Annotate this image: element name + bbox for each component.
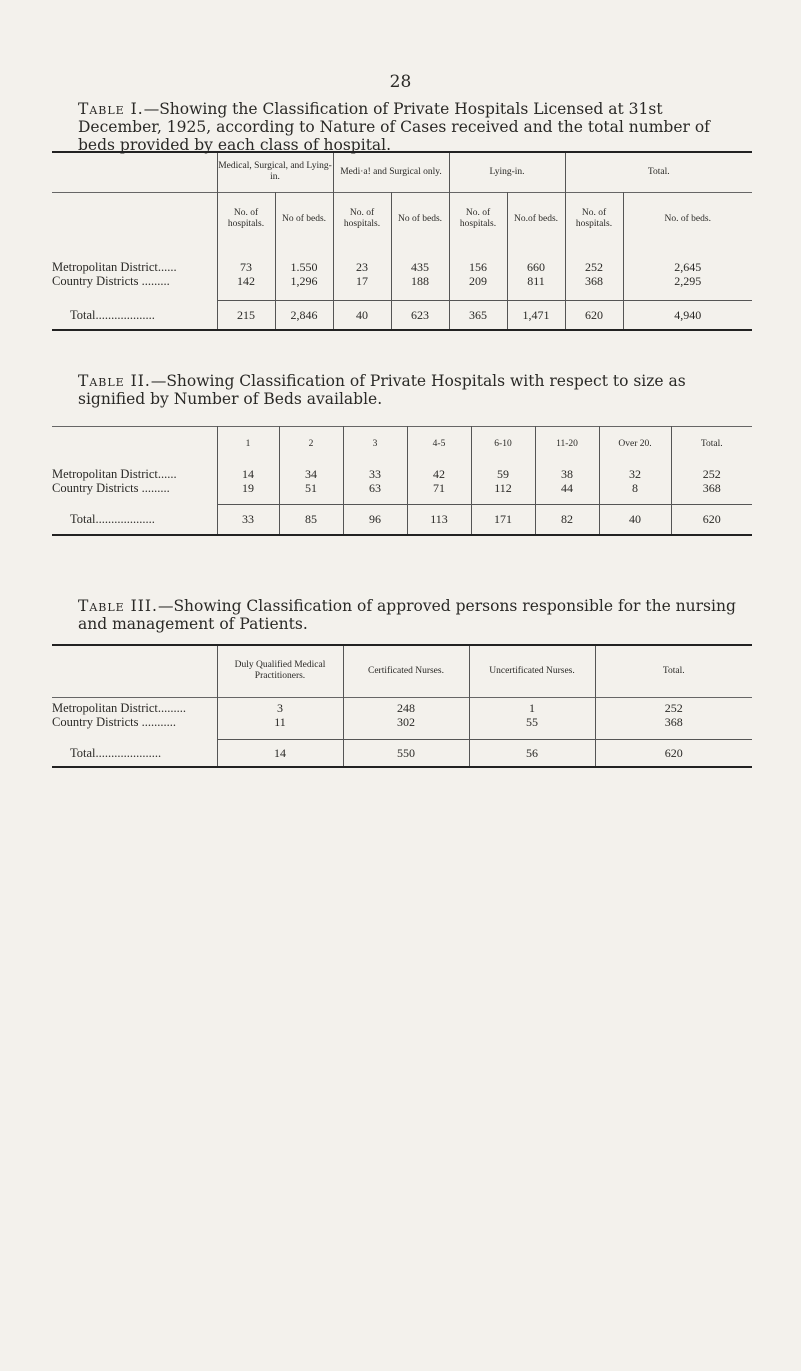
cell: 14 xyxy=(217,463,279,481)
row-label: Country Districts ........... xyxy=(52,715,176,729)
table1-group-mixed: Medical, Surgical, and Lying-in. xyxy=(217,152,333,192)
cell: 73 xyxy=(217,246,275,274)
cell: 188 xyxy=(391,274,449,292)
cell: 156 xyxy=(449,246,507,274)
cell: 51 xyxy=(279,481,343,497)
cell: 113 xyxy=(407,505,471,535)
table3-header: Uncertificated Nurses. xyxy=(469,645,595,697)
cell: 620 xyxy=(671,505,752,535)
row-label: Total................... xyxy=(70,512,155,526)
cell: 209 xyxy=(449,274,507,292)
cell: 1.550 xyxy=(275,246,333,274)
table-total-row xyxy=(52,505,752,535)
table2-caption xyxy=(78,372,738,408)
table2-header: 3 xyxy=(343,427,407,463)
table-row xyxy=(52,481,752,497)
cell: 142 xyxy=(217,274,275,292)
cell: 368 xyxy=(565,274,623,292)
table-row xyxy=(52,463,752,481)
table3-caption xyxy=(78,597,738,633)
row-label: Country Districts ......... xyxy=(52,274,170,288)
table-row xyxy=(52,697,752,715)
cell: 42 xyxy=(407,463,471,481)
table3 xyxy=(52,644,752,768)
cell: 40 xyxy=(333,300,391,330)
cell: 82 xyxy=(535,505,599,535)
row-label: Total..................... xyxy=(70,745,162,760)
cell: 252 xyxy=(565,246,623,274)
table2-header: 4-5 xyxy=(407,427,471,463)
cell: 252 xyxy=(671,463,752,481)
cell: 215 xyxy=(217,300,275,330)
cell: 368 xyxy=(671,481,752,497)
cell: 8 xyxy=(599,481,671,497)
cell: 302 xyxy=(343,715,469,731)
cell: 811 xyxy=(507,274,565,292)
table2-caption-lead: Table II. xyxy=(78,372,151,390)
table2-header: 1 xyxy=(217,427,279,463)
table2-caption-text: —Showing Classification of Private Hospitals with respect to size as signified by Number of Beds available. xyxy=(78,372,686,408)
cell: 365 xyxy=(449,300,507,330)
table1-subheader: No. of hospitals. xyxy=(565,192,623,246)
row-label: Metropolitan District......... xyxy=(52,701,187,715)
table1-subheader: No. of hospitals. xyxy=(449,192,507,246)
cell: 34 xyxy=(279,463,343,481)
table-row xyxy=(52,274,752,292)
cell: 248 xyxy=(343,697,469,715)
cell: 171 xyxy=(471,505,535,535)
cell: 435 xyxy=(391,246,449,274)
cell: 56 xyxy=(469,739,595,767)
table2-header: 11-20 xyxy=(535,427,599,463)
table1-caption-text: —Showing the Classification of Private Hospitals Licensed at 31st December, 1925, according to Nature of Cases received and the total number of beds provided by each class of hospital. xyxy=(78,100,710,154)
table1-subheader: No. of hospitals. xyxy=(217,192,275,246)
cell: 32 xyxy=(599,463,671,481)
cell: 368 xyxy=(595,715,752,731)
table2-header: Over 20. xyxy=(599,427,671,463)
cell: 11 xyxy=(217,715,343,731)
table3-header: Total. xyxy=(595,645,752,697)
cell: 1,471 xyxy=(507,300,565,330)
table1-group-medsurg: Medi·a! and Surgical only. xyxy=(333,152,449,192)
table-total-row xyxy=(52,300,752,330)
page-number: 28 xyxy=(389,72,412,92)
cell: 252 xyxy=(595,697,752,715)
cell: 112 xyxy=(471,481,535,497)
table2-header: 2 xyxy=(279,427,343,463)
cell: 96 xyxy=(343,505,407,535)
table-row xyxy=(52,246,752,274)
cell: 23 xyxy=(333,246,391,274)
table3-header: Duly Qualified Medical Practitioners. xyxy=(217,645,343,697)
table2-header: 6-10 xyxy=(471,427,535,463)
cell: 40 xyxy=(599,505,671,535)
table1-caption-lead: Table I. xyxy=(78,100,144,118)
cell: 55 xyxy=(469,715,595,731)
table1-subheader: No of beds. xyxy=(275,192,333,246)
table-total-row xyxy=(52,739,752,767)
table1-group-lyingin: Lying-in. xyxy=(449,152,565,192)
cell: 1 xyxy=(469,697,595,715)
table1-subheader: No. of hospitals. xyxy=(333,192,391,246)
cell: 59 xyxy=(471,463,535,481)
table1-caption xyxy=(78,100,738,154)
cell: 2,645 xyxy=(623,246,752,274)
cell: 33 xyxy=(343,463,407,481)
cell: 19 xyxy=(217,481,279,497)
table1-group-total: Total. xyxy=(565,152,752,192)
row-label: Country Districts ......... xyxy=(52,480,170,495)
cell: 38 xyxy=(535,463,599,481)
table2-header: Total. xyxy=(671,427,752,463)
cell: 63 xyxy=(343,481,407,497)
cell: 660 xyxy=(507,246,565,274)
cell: 3 xyxy=(217,697,343,715)
table2 xyxy=(52,426,752,536)
cell: 550 xyxy=(343,739,469,767)
cell: 44 xyxy=(535,481,599,497)
cell: 1,296 xyxy=(275,274,333,292)
cell: 71 xyxy=(407,481,471,497)
cell: 2,295 xyxy=(623,274,752,292)
cell: 33 xyxy=(217,505,279,535)
cell: 14 xyxy=(217,739,343,767)
table1-subheader: No.of beds. xyxy=(507,192,565,246)
row-label: Total................... xyxy=(70,307,155,322)
table1-subheader: No. of beds. xyxy=(623,192,752,246)
table3-caption-lead: Table III. xyxy=(78,597,158,615)
table-row xyxy=(52,715,752,731)
cell: 623 xyxy=(391,300,449,330)
table1 xyxy=(52,151,752,331)
cell: 17 xyxy=(333,274,391,292)
cell: 4,940 xyxy=(623,300,752,330)
table3-header: Certificated Nurses. xyxy=(343,645,469,697)
table1-subheader: No of beds. xyxy=(391,192,449,246)
cell: 620 xyxy=(595,739,752,767)
cell: 85 xyxy=(279,505,343,535)
row-label: Metropolitan District...... xyxy=(52,466,177,481)
table3-caption-text: —Showing Classification of approved persons responsible for the nursing and management of Patients. xyxy=(78,597,736,633)
cell: 620 xyxy=(565,300,623,330)
row-label: Metropolitan District...... xyxy=(52,260,177,274)
cell: 2,846 xyxy=(275,300,333,330)
